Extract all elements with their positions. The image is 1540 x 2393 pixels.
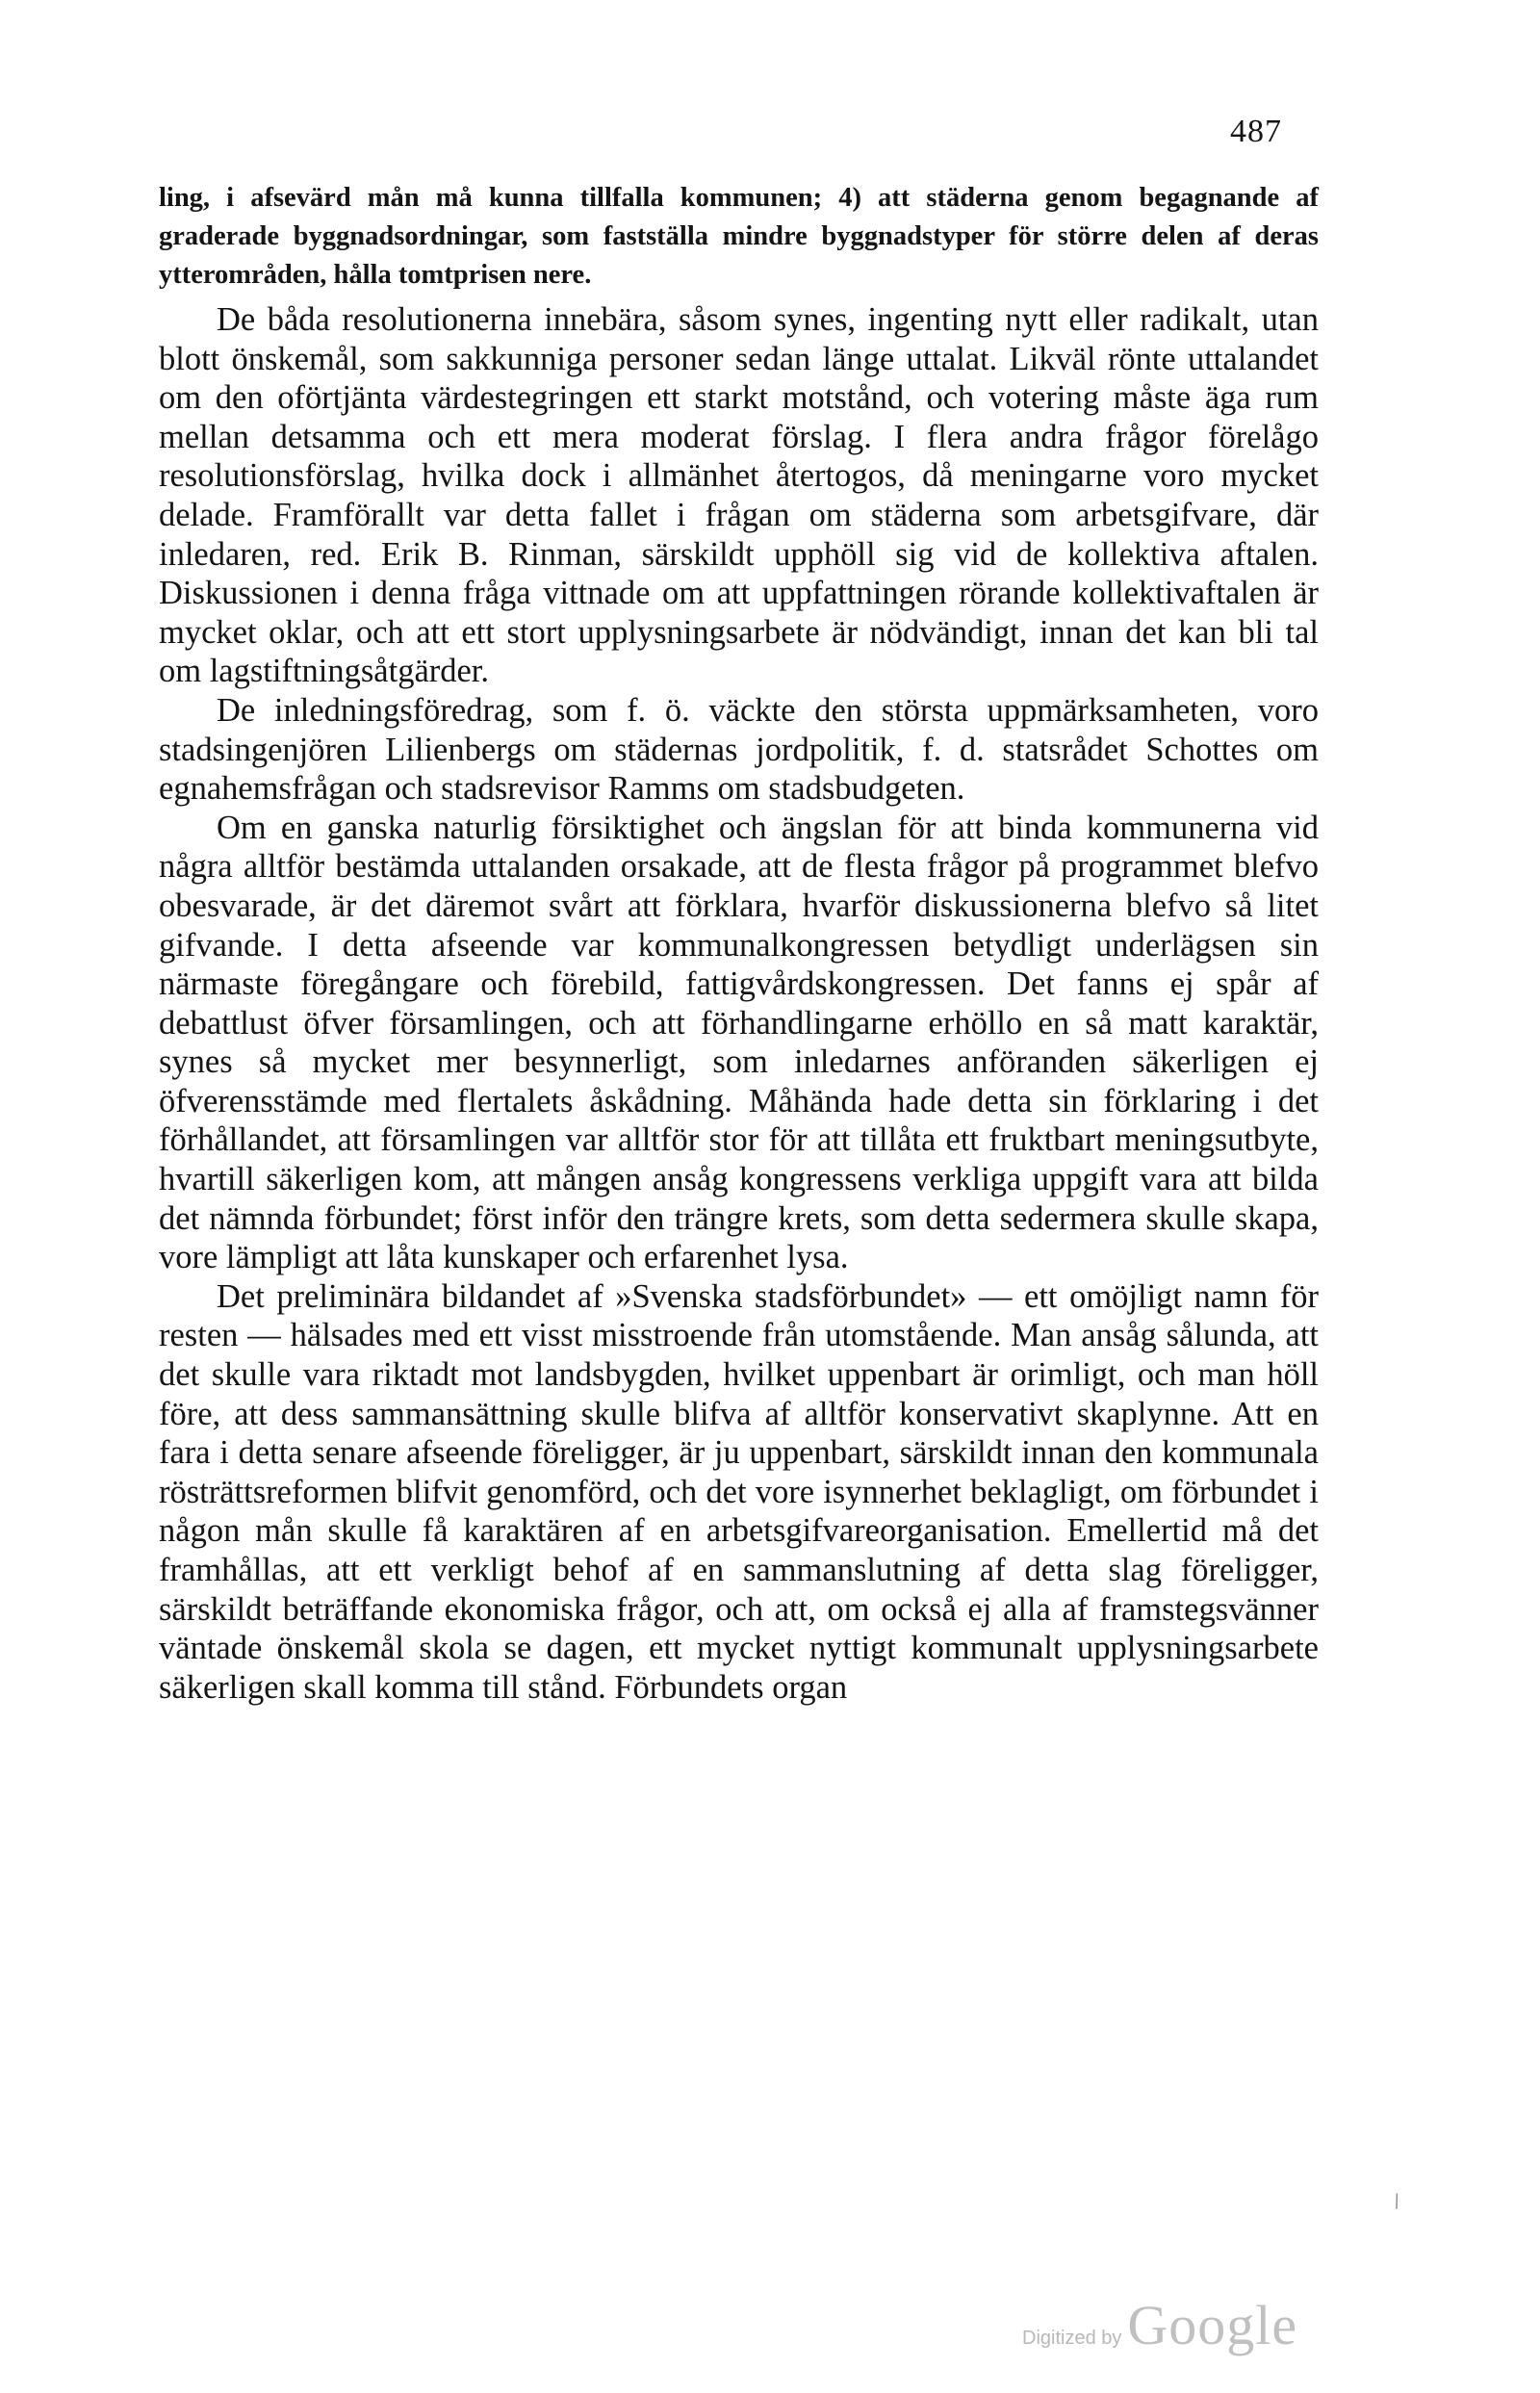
- intro-paragraph: ling, i afsevärd mån må kunna tillfalla kommunen; 4) att städerna genom begagnande af graderade byggnadsordningar, som fastställa mindre byggnadstyper för större delen af deras ytterområden, hålla tomtprisen nere.: [159, 183, 1319, 290]
- paragraph-resolutions: De båda resolutionerna innebära, såsom synes, ingenting nytt eller radikalt, utan blott önskemål, som sakkunniga personer sedan länge uttalat. Likväl rönte uttalandet om den oförtjänta värdestegringen ett starkt motstånd, och votering måste äga rum mellan detsamma och ett mera moderat förslag. I flera andra frågor förelågo resolutionsförslag, hvilka dock i allmänhet återtogos, då meningarne voro mycket delade. Framförallt var detta fallet i frågan om städerna som arbetsgifvare, där inledaren, red. Erik B. Rinman, särskildt upphöll sig vid de kollektiva aftalen. Diskussionen i denna fråga vittnade om att uppfattningen rörande kollektivaftalen är mycket oklar, och att ett stort upplysningsarbete är nödvändigt, innan det kan bli tal om lagstiftningsåtgärder.: [159, 301, 1319, 690]
- stray-ink-mark: ⁄: [1389, 2192, 1405, 2212]
- paragraph-caution: Om en ganska naturlig försiktighet och ängslan för att binda kommunerna vid några alltför bestämda uttalanden orsakade, att de flesta frågor på programmet blefvo obesvarade, är det däremot svårt att förklara, hvarför diskussionerna blefvo så litet gifvande. I detta afseende var kommunalkongressen betydligt underlägsen sin närmaste föregångare och förebild, fattigvårdskongressen. Det fanns ej spår af debattlust öfver församlingen, och att förhandlingarne erhöllo en så matt karaktär, synes så mycket mer besynnerligt, som inledarnes anföranden säkerligen ej öfverensstämde med flertalets åskådning. Måhända hade detta sin förklaring i det förhållandet, att församlingen var alltför stor för att tillåta ett fruktbart meningsutbyte, hvartill säkerligen kom, att mången ansåg kongressens verkliga uppgift vara att bilda det nämnda förbundet; först inför den trängre krets, som detta sedermera skulle skapa, vore lämpligt att låta kunskaper och erfarenhet lysa.: [159, 809, 1319, 1276]
- digitization-watermark: [1022, 2293, 1297, 2357]
- page-number: 487: [1230, 114, 1282, 149]
- watermark-prefix: Digitized by: [1022, 2328, 1122, 2349]
- intro-paragraph-block: [159, 179, 1319, 295]
- paragraph-lectures: De inledningsföredrag, som f. ö. väckte den största uppmärksamheten, voro stadsingenjören Lilienbergs om städernas jordpolitik, f. d. statsrådet Schottes om egnahemsfrågan och stadsrevisor Ramms om stadsbudgeten.: [159, 691, 1319, 808]
- google-logo: Google: [1127, 2294, 1298, 2356]
- paragraph-city-federation: Det preliminära bildandet af »Svenska stadsförbundet» — ett omöjligt namn för resten — hälsades med ett visst misstroende från utomstående. Man ansåg sålunda, att det skulle vara riktadt mot landsbygden, hvilket uppenbart är orimligt, och man höll före, att dess sammansättning skulle blifva af alltför konservativt skaplynne. Att en fara i detta senare afseende föreligger, är ju uppenbart, särskildt innan den kommunala rösträttsreformen blifvit genomförd, och det vore isynnerhet beklagligt, om förbundet i någon mån skulle få karaktären af en arbetsgifvareorganisation. Emellertid må det framhållas, att ett verkligt behof af en sammanslutning af detta slag föreligger, särskildt beträffande ekonomiska frågor, och att, om också ej alla af framstegsvänner väntade önskemål skola se dagen, ett mycket nyttigt kommunalt upplysningsarbete säkerligen skall komma till stånd. Förbundets organ: [159, 1277, 1319, 1706]
- body-text: [159, 300, 1319, 1707]
